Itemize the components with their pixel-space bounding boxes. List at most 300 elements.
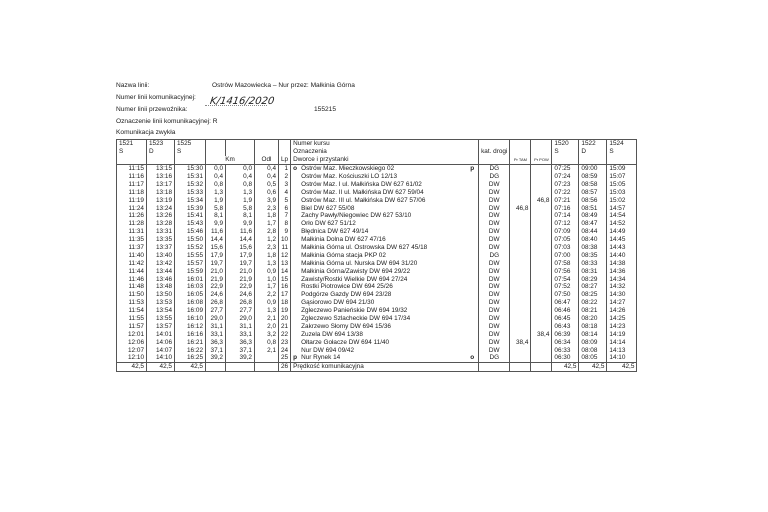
return-time: 08:20 (579, 315, 607, 323)
km-value: 8,1 (206, 212, 226, 220)
stop-number: 3 (279, 180, 291, 188)
return-time: 08:33 (579, 259, 607, 267)
departure-time: 11:18 (117, 188, 147, 196)
tam-value (510, 188, 531, 196)
return-time: 08:05 (579, 354, 607, 362)
stop-number: 11 (279, 244, 291, 252)
km-label: Km (206, 156, 255, 164)
departure-time: 11:31 (117, 228, 147, 236)
distance-value (255, 354, 279, 362)
stop-name: Małkinia Górna/Zawisty DW 694 29/22 (301, 267, 411, 275)
departure-time: 15:43 (175, 220, 206, 228)
stop-name: Nur Rynek 14 (301, 354, 341, 362)
km-value: 17,9 (226, 251, 255, 259)
header-row-1 (117, 140, 637, 148)
table-row (117, 275, 637, 283)
tam-value (510, 259, 531, 267)
return-time: 08:22 (579, 299, 607, 307)
stop-number: 12 (279, 251, 291, 259)
return-time: 08:14 (579, 330, 607, 338)
distance-value: 1,7 (255, 283, 279, 291)
table-row (117, 188, 637, 196)
return-time: 06:47 (552, 299, 579, 307)
tam-value (510, 354, 531, 362)
commercial-speed-value: 42,5 (175, 362, 206, 371)
stop-cell (291, 346, 479, 354)
dist-label: Odl (255, 156, 279, 164)
stop-cell (291, 283, 479, 291)
km-value: 31,1 (206, 322, 226, 330)
left-course-3: 1525 (175, 140, 206, 148)
distance-value: 0,4 (255, 173, 279, 181)
return-time: 07:24 (552, 173, 579, 181)
return-time: 08:38 (579, 244, 607, 252)
road-category: DW (479, 204, 510, 212)
pow-value (531, 354, 552, 362)
route-name-value: Ostrów Mazowiecka – Nur przez: Małkinia Górna (212, 82, 355, 89)
departure-time: 11:19 (117, 196, 147, 204)
departure-time: 15:50 (175, 236, 206, 244)
return-time: 14:10 (607, 354, 637, 362)
tam-value (510, 180, 531, 188)
stop-number: 17 (279, 291, 291, 299)
return-time: 14:32 (607, 283, 637, 291)
return-time: 08:09 (579, 338, 607, 346)
return-time: 08:31 (579, 267, 607, 275)
pow-value: 46,8 (531, 196, 552, 204)
return-time: 14:54 (607, 212, 637, 220)
pow-value (531, 180, 552, 188)
table-row (117, 330, 637, 338)
departure-time: 11:57 (117, 322, 147, 330)
return-time: 15:03 (607, 188, 637, 196)
km-value: 1,3 (226, 188, 255, 196)
stop-cell (291, 315, 479, 323)
departure-time: 15:52 (175, 244, 206, 252)
distance-value: 0,9 (255, 299, 279, 307)
km-value: 36,3 (226, 338, 255, 346)
stop-cell (291, 275, 479, 283)
right-course-2: 1522 (579, 140, 607, 148)
return-time: 06:30 (552, 354, 579, 362)
return-time: 14:57 (607, 204, 637, 212)
pow-value (531, 236, 552, 244)
km-value: 22,9 (226, 283, 255, 291)
stop-cell (291, 267, 479, 275)
stop-number: 6 (279, 204, 291, 212)
carrier-line-label: Numer linii przewoźnika: (116, 106, 188, 113)
table-row (117, 354, 637, 362)
departure-time: 16:12 (175, 322, 206, 330)
tam-value (510, 244, 531, 252)
pow-value (531, 267, 552, 275)
km-value: 39,2 (226, 354, 255, 362)
km-value: 5,8 (206, 204, 226, 212)
return-time: 14:40 (607, 251, 637, 259)
road-category: DW (479, 338, 510, 346)
return-time: 07:03 (552, 244, 579, 252)
table-row (117, 299, 637, 307)
stop-name: Ostrów Maz. II ul. Małkińska DW 627 59/04 (301, 188, 424, 196)
stop-name: Zakrzewo Słomy DW 694 15/36 (301, 322, 391, 330)
distance-value: 2,1 (255, 346, 279, 354)
stop-cell (291, 291, 479, 299)
departure-time: 11:54 (117, 307, 147, 315)
pow-value (531, 188, 552, 196)
road-category: DW (479, 307, 510, 315)
pow-value (531, 228, 552, 236)
return-time: 08:47 (579, 220, 607, 228)
distance-value: 3,2 (255, 330, 279, 338)
stop-cell (291, 204, 479, 212)
stop-cell (291, 251, 479, 259)
stop-name: Gąsiorowo DW 694 21/30 (301, 299, 375, 307)
distance-value: 0,6 (255, 188, 279, 196)
table-row (117, 322, 637, 330)
stop-name: Błędnica DW 627 49/14 (301, 228, 369, 236)
stop-name: Nur DW 694 09/42 (301, 346, 355, 354)
departure-time: 16:09 (175, 307, 206, 315)
departure-time: 16:25 (175, 354, 206, 362)
road-category: DW (479, 299, 510, 307)
km-value: 21,0 (206, 267, 226, 275)
pow-value (531, 283, 552, 291)
route-name-label: Nazwa linii: (116, 82, 150, 89)
return-time: 14:19 (607, 330, 637, 338)
return-time: 07:50 (552, 291, 579, 299)
km-value: 0,8 (226, 180, 255, 188)
return-time: 06:43 (552, 322, 579, 330)
departure-time: 11:16 (117, 173, 147, 181)
commercial-speed-value: 26 (279, 362, 291, 371)
departure-time: 14:07 (147, 346, 175, 354)
stop-cell (291, 196, 479, 204)
return-time: 08:44 (579, 228, 607, 236)
return-time: 14:38 (607, 259, 637, 267)
stop-mark: p (293, 354, 298, 362)
stop-cell (291, 322, 479, 330)
departure-time: 13:28 (147, 220, 175, 228)
return-time: 08:51 (579, 204, 607, 212)
return-time: 15:07 (607, 173, 637, 181)
tam-label: Pr TAM (510, 156, 531, 164)
departure-time: 13:44 (147, 267, 175, 275)
return-time: 14:13 (607, 346, 637, 354)
stop-name: Ostrów Maz. Mieczkowskiego 02 (301, 165, 395, 173)
table-row (117, 236, 637, 244)
km-value: 0,4 (226, 173, 255, 181)
return-time: 08:40 (579, 236, 607, 244)
return-time: 07:54 (552, 275, 579, 283)
departure-time: 12:06 (117, 338, 147, 346)
tam-value: 38,4 (510, 338, 531, 346)
road-category: DW (479, 267, 510, 275)
return-time: 08:18 (579, 322, 607, 330)
stop-number: 7 (279, 212, 291, 220)
departure-time: 13:31 (147, 228, 175, 236)
km-value: 27,7 (206, 307, 226, 315)
pow-label: Pr POW (531, 156, 552, 164)
road-category: DW (479, 236, 510, 244)
return-time: 08:21 (579, 307, 607, 315)
km-value: 22,9 (206, 283, 226, 291)
departure-time: 11:42 (117, 259, 147, 267)
road-category: DW (479, 330, 510, 338)
km-value: 21,0 (226, 267, 255, 275)
km-value: 24,6 (206, 291, 226, 299)
return-time: 14:27 (607, 299, 637, 307)
km-value: 21,9 (226, 275, 255, 283)
road-category: DG (479, 164, 510, 172)
table-row (117, 315, 637, 323)
road-category: DW (479, 315, 510, 323)
tam-value (510, 275, 531, 283)
designations-label: Oznaczenia (291, 148, 479, 156)
carrier-line-value: 155215 (314, 106, 337, 113)
departure-time: 16:21 (175, 338, 206, 346)
km-value: 27,7 (226, 307, 255, 315)
stop-name: Zachy Pawły/Niegowiec DW 627 53/10 (301, 212, 412, 220)
stop-cell (291, 354, 479, 362)
km-value: 1,9 (226, 196, 255, 204)
stop-cell (291, 188, 479, 196)
left-course-1: 1521 (117, 140, 147, 148)
tam-value (510, 267, 531, 275)
stop-number: 19 (279, 307, 291, 315)
departure-time: 13:53 (147, 299, 175, 307)
stop-flag: p (470, 165, 475, 173)
departure-time: 13:35 (147, 236, 175, 244)
distance-value: 1,8 (255, 251, 279, 259)
departure-time: 13:17 (147, 180, 175, 188)
distance-value: 2,3 (255, 244, 279, 252)
distance-value: 0,5 (255, 180, 279, 188)
distance-value: 0,8 (255, 338, 279, 346)
road-category: DW (479, 291, 510, 299)
table-row (117, 244, 637, 252)
departure-time: 11:24 (117, 204, 147, 212)
tam-value: 46,8 (510, 204, 531, 212)
road-category: DG (479, 173, 510, 181)
stop-cell (291, 212, 479, 220)
km-value: 24,6 (226, 291, 255, 299)
stops-label: Dworce i przystanki (291, 156, 479, 164)
stop-name: Zgleczewo Panieńskie DW 694 19/32 (301, 307, 408, 315)
stop-cell (291, 330, 479, 338)
stop-cell (291, 338, 479, 346)
departure-time: 11:15 (117, 164, 147, 172)
pow-value (531, 220, 552, 228)
return-time: 08:58 (579, 180, 607, 188)
departure-time: 16:05 (175, 291, 206, 299)
tam-value (510, 315, 531, 323)
stop-cell (291, 236, 479, 244)
commercial-speed-value: 42,5 (607, 362, 637, 371)
km-value: 15,6 (226, 244, 255, 252)
return-time: 14:52 (607, 220, 637, 228)
stop-cell (291, 299, 479, 307)
pow-value (531, 212, 552, 220)
pow-value (531, 315, 552, 323)
pow-value (531, 251, 552, 259)
return-time: 08:08 (579, 346, 607, 354)
stop-number: 21 (279, 322, 291, 330)
km-value: 1,3 (206, 188, 226, 196)
departure-time: 13:37 (147, 244, 175, 252)
pow-value (531, 291, 552, 299)
return-time: 08:57 (579, 188, 607, 196)
pow-value (531, 164, 552, 172)
km-value: 26,8 (226, 299, 255, 307)
road-category: DW (479, 228, 510, 236)
departure-time: 15:30 (175, 164, 206, 172)
return-time: 14:26 (607, 307, 637, 315)
return-time: 14:43 (607, 244, 637, 252)
return-time: 07:56 (552, 267, 579, 275)
stop-number: 18 (279, 299, 291, 307)
stop-name: Ostrów Maz. I ul. Małkińska DW 627 61/02 (301, 180, 422, 188)
km-value: 19,7 (226, 259, 255, 267)
distance-value: 0,9 (255, 267, 279, 275)
stop-cell (291, 173, 479, 181)
departure-time: 15:31 (175, 173, 206, 181)
stop-number: 24 (279, 346, 291, 354)
km-value: 29,0 (206, 315, 226, 323)
return-time: 15:09 (607, 164, 637, 172)
departure-time: 15:59 (175, 267, 206, 275)
return-time: 07:22 (552, 188, 579, 196)
departure-time: 13:46 (147, 275, 175, 283)
tam-value (510, 322, 531, 330)
stop-number: 15 (279, 275, 291, 283)
table-row (117, 346, 637, 354)
road-category: DW (479, 220, 510, 228)
return-time: 07:21 (552, 196, 579, 204)
departure-time: 16:16 (175, 330, 206, 338)
departure-time: 13:48 (147, 283, 175, 291)
tam-value (510, 291, 531, 299)
return-time: 07:52 (552, 283, 579, 291)
tam-value (510, 164, 531, 172)
departure-time: 13:18 (147, 188, 175, 196)
km-value: 33,1 (226, 330, 255, 338)
distance-value: 1,8 (255, 212, 279, 220)
return-time: 08:35 (579, 251, 607, 259)
commercial-speed-value: 42,5 (147, 362, 175, 371)
pow-value (531, 338, 552, 346)
departure-time: 16:08 (175, 299, 206, 307)
departure-time: 15:57 (175, 259, 206, 267)
return-time: 15:02 (607, 196, 637, 204)
distance-value: 1,3 (255, 307, 279, 315)
line-number-underline (205, 105, 267, 106)
header-row-3 (117, 156, 637, 164)
tam-value (510, 330, 531, 338)
table-row (117, 204, 637, 212)
departure-time: 15:33 (175, 188, 206, 196)
km-value: 37,1 (206, 346, 226, 354)
km-value: 37,1 (226, 346, 255, 354)
category-label: kat. drogi (479, 148, 510, 156)
table-row (117, 173, 637, 181)
return-time: 14:49 (607, 228, 637, 236)
road-category: DW (479, 259, 510, 267)
pow-value (531, 173, 552, 181)
stop-name: Ostrów Maz. Kościuszki LO 12/13 (301, 173, 398, 180)
stop-flag: o (470, 354, 475, 362)
stop-name: Zgleczewo Szlacheckie DW 694 17/34 (301, 315, 411, 323)
departure-time: 11:53 (117, 299, 147, 307)
departure-time: 13:26 (147, 212, 175, 220)
road-category: DW (479, 346, 510, 354)
departure-time: 11:44 (117, 267, 147, 275)
pow-value (531, 204, 552, 212)
header-row-2: S D S Oznaczenia kat. drogi S D S (117, 148, 637, 156)
departure-time: 16:10 (175, 315, 206, 323)
road-category: DW (479, 188, 510, 196)
km-value: 21,9 (206, 275, 226, 283)
distance-value: 1,0 (255, 275, 279, 283)
km-value: 11,6 (226, 228, 255, 236)
stop-cell (291, 180, 479, 188)
stop-name: Zawisty/Rostki Wielkie DW 694 27/24 (301, 275, 408, 283)
km-value: 19,7 (206, 259, 226, 267)
stop-number: 22 (279, 330, 291, 338)
departure-time: 13:19 (147, 196, 175, 204)
stop-number: 20 (279, 315, 291, 323)
return-time: 14:25 (607, 315, 637, 323)
departure-time: 12:10 (117, 354, 147, 362)
stop-name: Podgórze Gazdy DW 694 23/28 (301, 291, 392, 299)
stop-mark: o (293, 165, 298, 173)
stop-cell (291, 228, 479, 236)
departure-time: 15:55 (175, 251, 206, 259)
return-time: 06:33 (552, 346, 579, 354)
tam-value (510, 236, 531, 244)
distance-value: 2,2 (255, 291, 279, 299)
pow-value (531, 307, 552, 315)
timetable-body (117, 140, 637, 372)
table-row (117, 228, 637, 236)
return-time: 08:27 (579, 283, 607, 291)
return-time: 15:05 (607, 180, 637, 188)
stop-number: 23 (279, 338, 291, 346)
lp-label: Lp (279, 156, 291, 164)
commercial-speed-label: Prędkość komunikacyjna (291, 362, 479, 371)
departure-time: 14:06 (147, 338, 175, 346)
departure-time: 16:01 (175, 275, 206, 283)
departure-time: 16:22 (175, 346, 206, 354)
table-row (117, 267, 637, 275)
km-value: 0,0 (226, 164, 255, 172)
departure-time: 11:17 (117, 180, 147, 188)
stop-number: 4 (279, 188, 291, 196)
return-time: 07:12 (552, 220, 579, 228)
commercial-speed-value: 42,5 (117, 362, 147, 371)
return-time: 07:05 (552, 236, 579, 244)
return-time: 14:14 (607, 338, 637, 346)
tam-value (510, 173, 531, 181)
return-time: 06:39 (552, 330, 579, 338)
return-time: 07:25 (552, 164, 579, 172)
stop-name: Ostrów Maz. III ul. Małkińska DW 627 57/06 (301, 196, 426, 204)
km-value: 14,4 (226, 236, 255, 244)
tam-value (510, 307, 531, 315)
km-value: 11,6 (206, 228, 226, 236)
departure-time: 11:37 (117, 244, 147, 252)
stop-name: Małkinia Dolna DW 627 47/16 (301, 236, 386, 244)
departure-time: 14:01 (147, 330, 175, 338)
